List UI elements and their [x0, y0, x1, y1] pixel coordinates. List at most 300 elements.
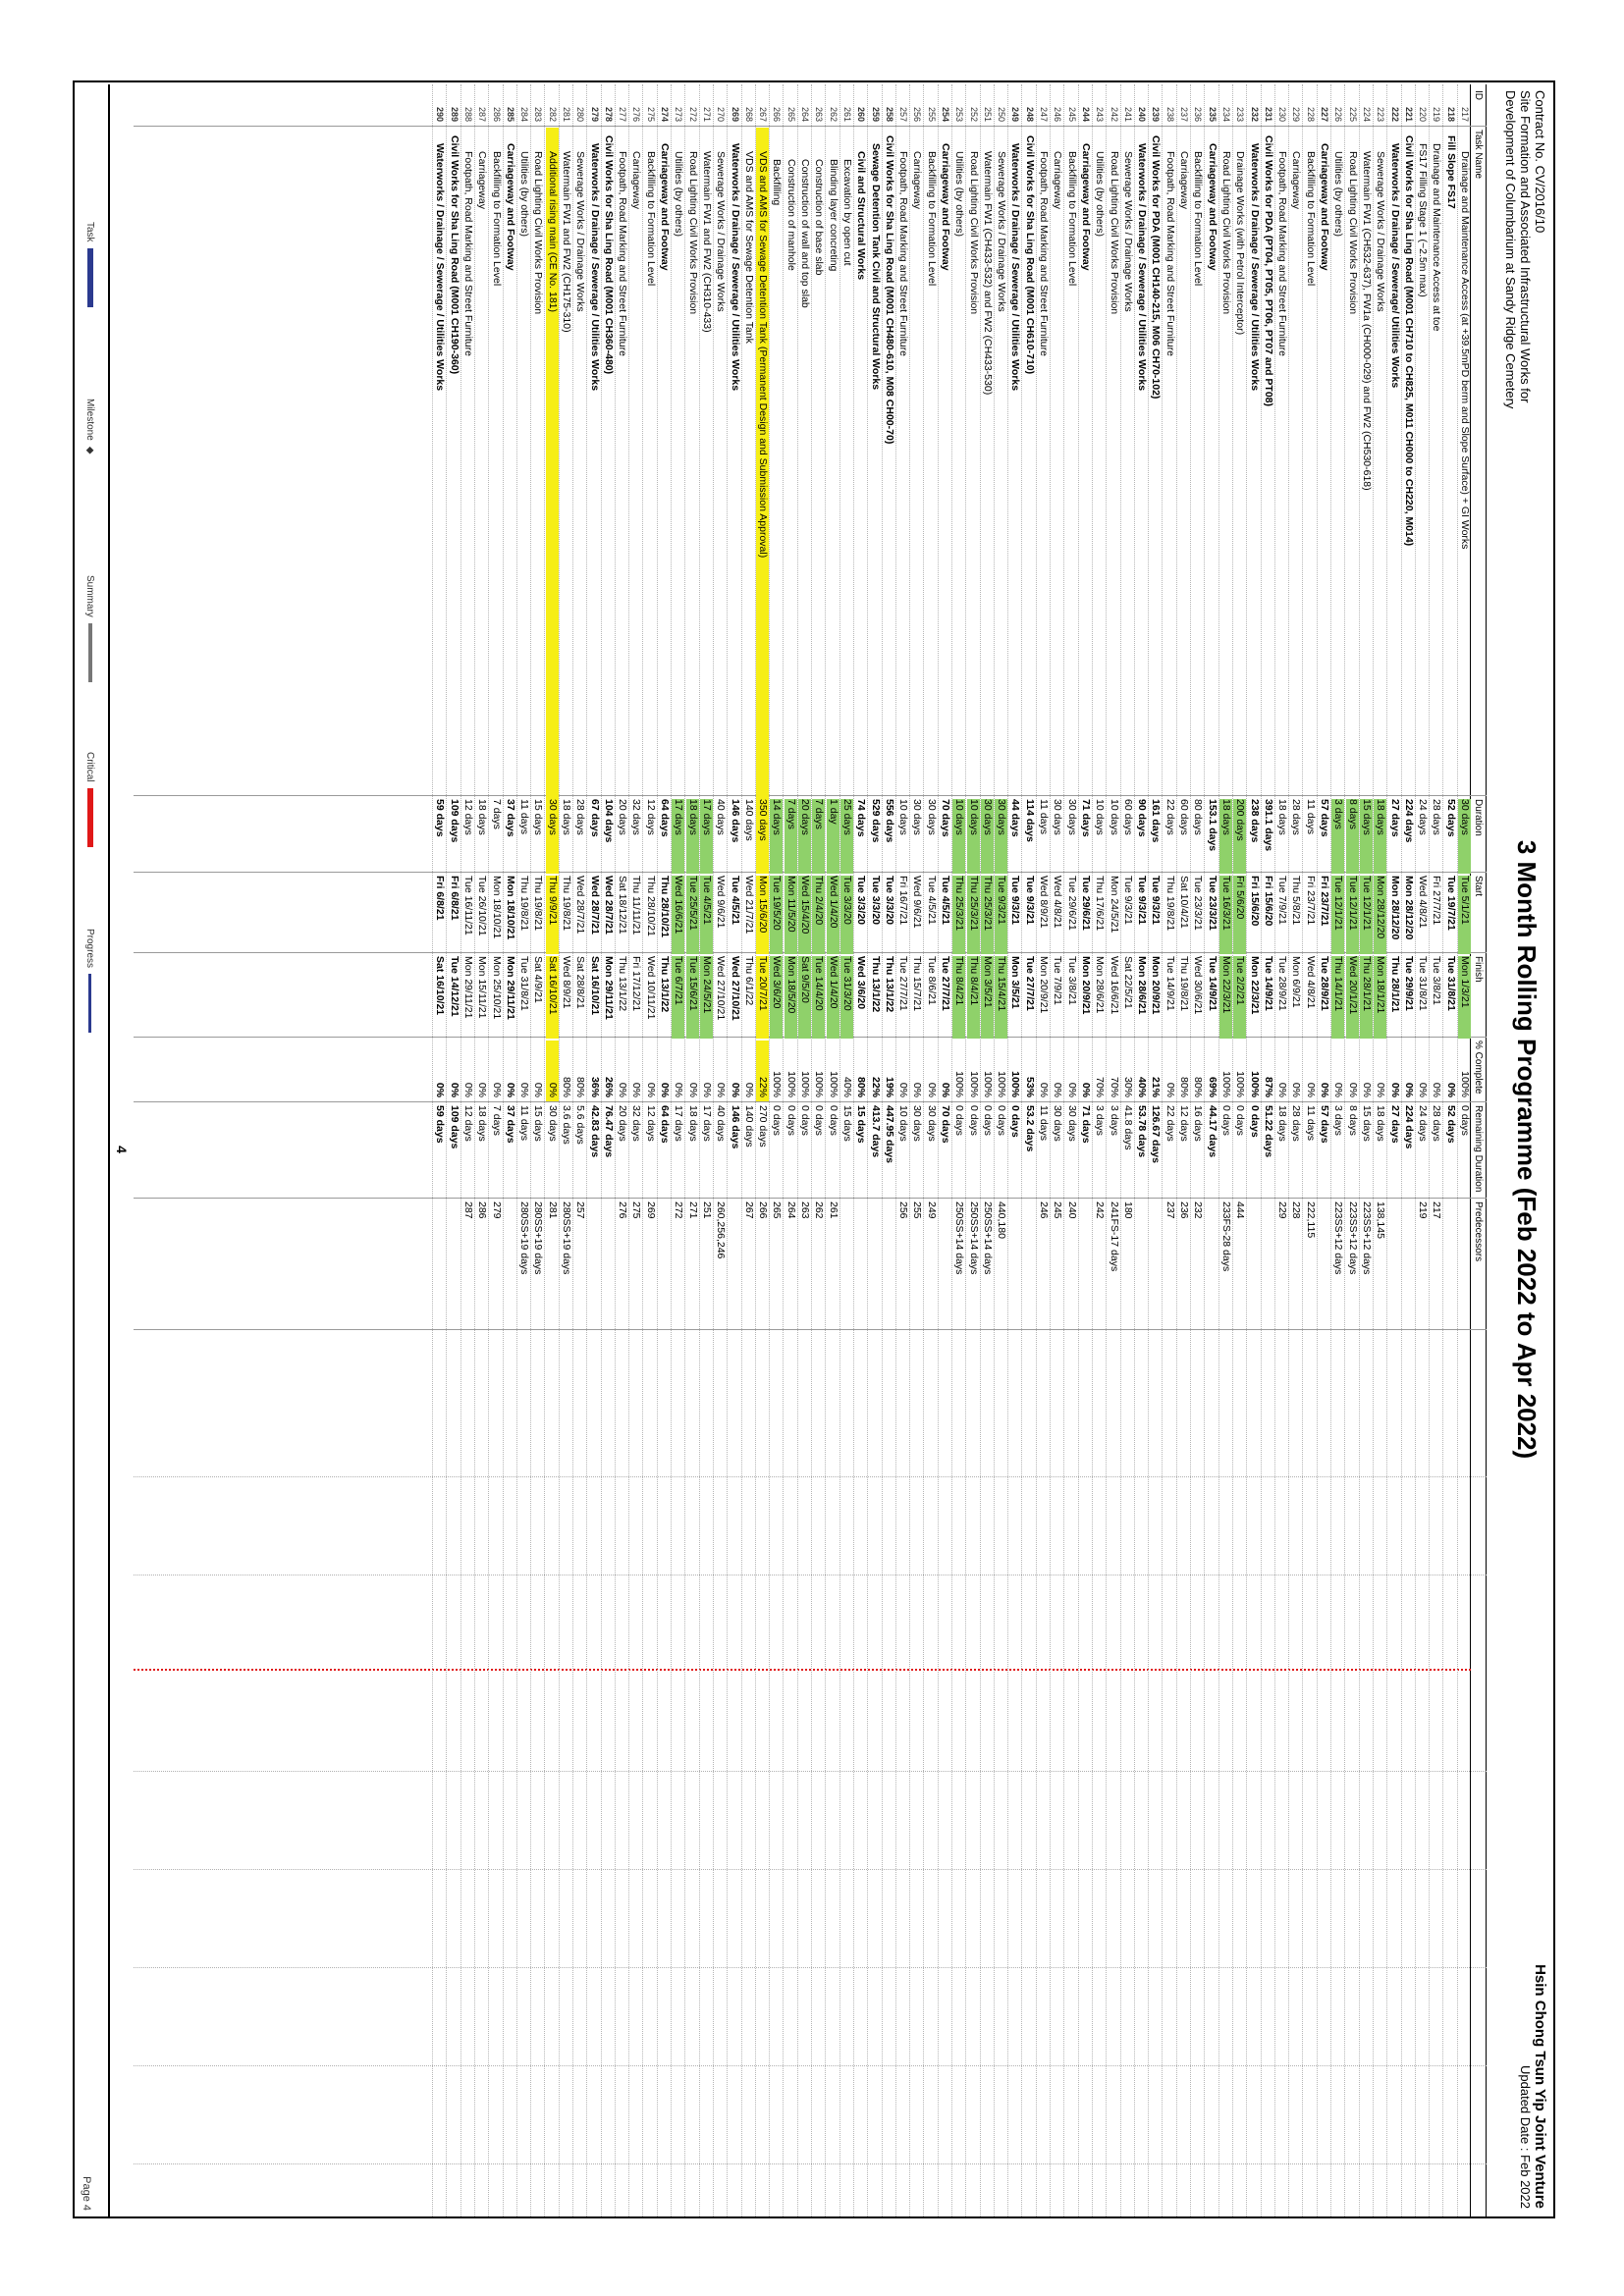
task-start: Tue 3/3/20 [869, 876, 882, 925]
task-remaining-duration: 11 days [1304, 1105, 1317, 1141]
task-duration: 67 days [588, 799, 601, 837]
task-predecessors: 241FS-17 days [1108, 1201, 1120, 1272]
task-remaining-duration: 22 days [1164, 1105, 1176, 1142]
task-duration: 28 days [574, 799, 587, 835]
task-predecessors [869, 1201, 882, 1329]
task-predecessors [658, 1201, 671, 1329]
task-percent-complete: 0% [686, 1082, 699, 1097]
task-duration: 238 days [1248, 799, 1261, 843]
task-id: 222 [1389, 106, 1400, 122]
task-percent-complete: 100% [996, 1071, 1008, 1097]
task-percent-complete: 0% [1276, 1082, 1289, 1097]
task-predecessors: 265 [771, 1201, 784, 1219]
task-remaining-duration: 0 days [1459, 1105, 1471, 1136]
task-name: Watermain FW1 and FW2 (CH175-310) [561, 151, 572, 333]
task-remaining-duration: 3 days [1332, 1105, 1345, 1136]
task-predecessors: 223SS+12 days [1332, 1201, 1345, 1275]
task-name: Utilities (by others) [518, 151, 531, 237]
task-name: Fill Slope FS17 [1444, 135, 1457, 209]
table-row [769, 84, 783, 2216]
task-finish: Mon 25/10/21 [490, 956, 503, 1020]
task-finish: Tue 28/9/21 [1319, 956, 1331, 1011]
task-start: Tue 9/3/21 [1136, 876, 1149, 925]
task-name: Carriageway and Footway [940, 143, 952, 271]
task-name: Carriageway [911, 151, 924, 209]
task-id: 254 [941, 106, 951, 122]
task-name: Backfilling to Formation Level [1192, 151, 1205, 287]
legend-task-bar [87, 248, 93, 307]
task-remaining-duration: 3 days [1094, 1105, 1107, 1136]
task-predecessors [504, 1201, 516, 1329]
task-duration: 350 days [756, 799, 769, 874]
task-name: Footpath, Road Marking and Street Furniture [1276, 151, 1289, 356]
task-remaining-duration: 15 days [532, 1105, 545, 1142]
task-name: Road Lighting Civil Works Provision [1108, 151, 1120, 315]
task-start: Wed 21/7/21 [742, 876, 755, 934]
task-start: Thu 19/8/21 [532, 876, 545, 932]
task-remaining-duration: 11 days [518, 1105, 531, 1141]
task-id: 240 [1137, 106, 1148, 122]
col-task-name: Task Name [1473, 130, 1484, 180]
task-percent-complete: 100% [785, 1071, 797, 1097]
task-finish: Sat 16/10/21 [434, 956, 447, 1016]
task-percent-complete: 0% [1417, 1082, 1430, 1097]
task-finish: Sat 9/5/20 [798, 956, 811, 1039]
task-predecessors [1318, 1201, 1330, 1329]
task-predecessors [588, 1201, 601, 1329]
task-remaining-duration: 0 days [953, 1105, 966, 1136]
task-start: Mon 28/12/20 [1374, 876, 1386, 954]
task-name: Civil Works for Sha Ling Road (M001 CH710 to CH825, M011 CH000 to CH220, M014) [1402, 135, 1415, 547]
task-id: 263 [814, 106, 825, 122]
task-finish: Thu 13/1/22 [617, 956, 629, 1012]
table-row [1457, 84, 1471, 2216]
task-start: Tue 9/3/21 [995, 876, 1007, 954]
task-remaining-duration: 447.95 days [883, 1105, 895, 1163]
task-finish: Tue 2/2/21 [1233, 956, 1246, 1039]
task-predecessors: 271 [686, 1201, 699, 1219]
legend-progress [84, 929, 96, 1033]
task-predecessors: 233FS-28 days [1219, 1201, 1232, 1272]
task-percent-complete: 0% [1332, 1082, 1345, 1097]
project-line-2: Development of Columbarium at Sandy Ridge Cemetery [1503, 90, 1518, 409]
task-duration: 70 days [940, 799, 952, 837]
task-remaining-duration: 0 days [827, 1105, 839, 1136]
task-id: 233 [1235, 106, 1246, 122]
table-row [909, 84, 923, 2216]
task-percent-complete: 100% [771, 1071, 784, 1097]
table-row [1176, 84, 1190, 2216]
task-finish: Mon 15/11/21 [476, 956, 489, 1019]
task-name: Carriageway and Footway [504, 143, 516, 271]
task-percent-complete: 0% [518, 1082, 531, 1097]
task-id: 282 [547, 106, 558, 122]
task-finish: Mon 3/5/21 [981, 956, 994, 1039]
task-start: Thu 25/3/21 [981, 876, 994, 954]
task-duration: 24 days [1417, 799, 1430, 835]
task-percent-complete: 0% [715, 1082, 728, 1097]
task-remaining-duration: 8 days [1346, 1105, 1359, 1136]
task-finish: Thu 15/4/21 [995, 956, 1007, 1039]
table-row [994, 84, 1007, 2216]
table-row [1120, 84, 1134, 2216]
task-finish: Thu 13/1/22 [869, 956, 882, 1013]
task-name: Road Lighting Civil Works Provision [967, 151, 980, 315]
task-predecessors: 250SS+14 days [967, 1201, 980, 1275]
task-predecessors [1444, 1201, 1457, 1329]
task-predecessors: 261 [827, 1201, 839, 1219]
task-predecessors: 266 [757, 1201, 770, 1219]
task-percent-complete: 0% [742, 1082, 755, 1097]
task-percent-complete: 0% [1402, 1082, 1415, 1097]
task-finish: Thu 28/1/21 [1360, 956, 1373, 1039]
task-percent-complete: 0% [729, 1082, 741, 1097]
task-predecessors: 280SS+19 days [518, 1201, 531, 1275]
task-finish: Mon 18/1/21 [1374, 956, 1386, 1039]
task-id: 250 [997, 106, 1007, 122]
task-percent-complete: 100% [1248, 1071, 1261, 1097]
task-finish: Thu 14/1/21 [1331, 956, 1344, 1039]
task-id: 252 [968, 106, 979, 122]
task-percent-complete: 0% [617, 1082, 629, 1097]
task-remaining-duration: 30 days [911, 1105, 924, 1142]
task-start: Wed 28/7/21 [574, 876, 587, 934]
task-name: Utilities (by others) [1332, 151, 1345, 237]
table-row [1078, 84, 1092, 2216]
task-remaining-duration: 53.2 days [1023, 1105, 1036, 1152]
task-start: Tue 3/3/20 [840, 876, 853, 954]
task-id: 243 [1095, 106, 1106, 122]
task-start: Tue 9/3/21 [1150, 876, 1163, 925]
task-duration: 30 days [995, 799, 1007, 874]
task-name: Carriageway and Footway [1206, 143, 1218, 271]
task-name: Carriageway [1290, 151, 1303, 209]
task-name: Footpath, Road Marking and Street Furniture [1164, 151, 1176, 356]
task-remaining-duration: 30 days [1065, 1105, 1078, 1142]
task-name: Civil Works for Sha Ling Road (M001 CH610-710) [1023, 135, 1036, 375]
table-row [1134, 84, 1148, 2216]
task-percent-complete: 87% [1262, 1076, 1274, 1097]
task-id: 257 [898, 106, 909, 122]
task-start: Fri 23/7/21 [1304, 876, 1317, 926]
task-start: Thu 25/3/21 [967, 876, 980, 954]
task-percent-complete: 100% [827, 1071, 839, 1097]
task-duration: 12 days [644, 799, 657, 835]
task-name: Backfilling to Formation Level [1304, 151, 1317, 287]
table-row [1344, 84, 1358, 2216]
task-name: Sewerage Works / Drainage Works [715, 151, 728, 312]
task-name: Carriageway [1052, 151, 1064, 209]
task-id: 281 [562, 106, 571, 122]
task-percent-complete: 100% [1219, 1071, 1232, 1097]
task-remaining-duration: 7 days [490, 1105, 503, 1136]
legend [73, 84, 110, 2216]
task-start: Tue 4/5/21 [925, 876, 938, 925]
task-id: 261 [841, 106, 852, 122]
task-predecessors [1009, 1201, 1022, 1329]
task-duration: 30 days [911, 799, 924, 835]
table-row [586, 84, 600, 2216]
task-id: 284 [519, 106, 530, 122]
table-row [1429, 84, 1442, 2216]
task-finish: Mon 18/5/20 [785, 956, 797, 1039]
task-percent-complete: 80% [561, 1076, 572, 1097]
task-finish: Thu 13/1/22 [659, 956, 672, 1013]
task-predecessors: 229 [1276, 1201, 1289, 1219]
task-duration: 15 days [532, 799, 545, 835]
task-duration: 11 days [1038, 799, 1051, 834]
table-row [839, 84, 853, 2216]
task-finish: Tue 29/9/21 [1402, 956, 1415, 1011]
table-row [1063, 84, 1077, 2216]
task-finish: Wed 4/8/21 [1304, 956, 1317, 1009]
task-finish: Sat 16/10/21 [546, 956, 559, 1039]
task-percent-complete: 70% [1108, 1076, 1120, 1097]
task-finish: Tue 15/6/21 [686, 956, 699, 1039]
task-name: Construction of wall and top slab [799, 159, 812, 308]
table-row [1442, 84, 1456, 2216]
table-row [628, 84, 642, 2216]
task-start: Fri 15/6/20 [1262, 876, 1274, 927]
task-duration: 391.1 days [1262, 799, 1274, 852]
task-predecessors: 279 [490, 1201, 503, 1219]
task-id: 283 [533, 106, 544, 122]
sheet-frame [73, 80, 1555, 2218]
task-id: 260 [856, 106, 867, 122]
task-name: Sewage Detention Tank Civil and Structural Works [869, 143, 882, 391]
task-start: Wed 4/8/21 [1052, 876, 1064, 929]
task-percent-complete: 100% [953, 1071, 966, 1097]
task-start: Wed 28/7/21 [602, 876, 615, 934]
task-percent-complete: 0% [911, 1082, 924, 1097]
task-start: Tue 12/1/21 [1346, 876, 1359, 954]
task-percent-complete: 0% [1375, 1082, 1387, 1097]
table-row [1092, 84, 1106, 2216]
table-row [699, 84, 713, 2216]
table-row [1218, 84, 1232, 2216]
table-row [951, 84, 965, 2216]
task-finish: Mon 22/3/21 [1248, 956, 1261, 1015]
task-percent-complete: 0% [644, 1082, 657, 1097]
task-finish: Wed 1/4/20 [827, 956, 839, 1039]
task-percent-complete: 0% [490, 1082, 503, 1097]
task-percent-complete: 0% [448, 1082, 460, 1097]
table-row [727, 84, 740, 2216]
company-name: Hsin Chong Tsun Yip Joint Venture [1532, 1964, 1548, 2209]
task-percent-complete: 100% [1459, 1071, 1471, 1097]
task-start: Tue 9/3/21 [1009, 876, 1022, 925]
task-percent-complete: 0% [940, 1082, 952, 1097]
task-predecessors [729, 1201, 741, 1329]
task-finish: Mon 3/5/21 [1009, 956, 1022, 1009]
task-duration: 7 days [490, 799, 503, 829]
task-start: Fri 16/7/21 [897, 876, 910, 926]
task-id: 253 [954, 106, 965, 122]
task-finish: Mon 24/5/21 [700, 956, 713, 1039]
task-finish: Thu 8/4/21 [967, 956, 980, 1039]
task-start: Mon 18/10/21 [490, 876, 503, 939]
task-remaining-duration: 109 days [448, 1105, 460, 1149]
task-duration: 161 days [1150, 799, 1163, 843]
task-name: Waterworks / Drainage / Sewerage / Utilities Works [434, 143, 447, 392]
task-remaining-duration: 0 days [996, 1105, 1008, 1136]
task-name: Carriageway and Footway [1319, 143, 1331, 271]
milestone-diamond-icon: ◆ [84, 446, 96, 454]
task-predecessors [1248, 1201, 1261, 1329]
task-duration: 60 days [1121, 799, 1134, 835]
task-start: Tue 4/5/21 [940, 876, 952, 925]
task-percent-complete: 0% [630, 1082, 643, 1097]
task-name: Road Lighting Civil Works Provision [686, 151, 699, 315]
task-start: Tue 25/5/21 [686, 876, 699, 954]
task-remaining-duration: 0 days [1219, 1105, 1232, 1136]
task-finish: Thu 13/1/22 [883, 956, 895, 1013]
task-finish: Tue 14/12/21 [448, 956, 460, 1017]
task-name: Watermain FW1 and FW2 (CH310-433) [700, 151, 713, 333]
task-start: Mon 24/5/21 [1108, 876, 1120, 934]
table-row [1022, 84, 1036, 2216]
task-remaining-duration: 24 days [1417, 1105, 1430, 1142]
task-predecessors [854, 1201, 867, 1329]
task-id: 235 [1207, 106, 1218, 122]
task-finish: Wed 27/10/21 [715, 956, 728, 1021]
task-name: Waterworks / Drainage / Sewerage / Utilities Works [1248, 143, 1261, 392]
task-predecessors: 269 [644, 1201, 657, 1219]
task-predecessors [433, 1201, 446, 1329]
task-duration: 30 days [925, 799, 938, 835]
task-duration: 140 days [742, 799, 755, 841]
table-row [797, 84, 811, 2216]
task-percent-complete: 0% [1079, 1082, 1092, 1097]
legend-critical-label: Critical [84, 752, 96, 782]
task-percent-complete: 69% [1206, 1076, 1218, 1097]
task-start: Thu 25/3/21 [952, 876, 965, 954]
task-duration: 40 days [715, 799, 728, 835]
task-remaining-duration: 27 days [1388, 1105, 1401, 1144]
task-id: 231 [1263, 106, 1273, 122]
task-start: Tue 3/3/20 [855, 876, 868, 925]
task-id: 256 [912, 106, 923, 122]
task-id: 236 [1193, 106, 1204, 122]
task-start: Tue 12/1/21 [1331, 876, 1344, 954]
task-predecessors: 275 [630, 1201, 643, 1219]
task-start: Sat 18/12/21 [617, 876, 629, 934]
task-id: 267 [758, 106, 769, 122]
table-row [1386, 84, 1400, 2216]
task-name: Carriageway [630, 151, 643, 209]
task-duration: 18 days [686, 799, 699, 874]
legend-progress-label: Progress [84, 929, 96, 969]
task-duration: 18 days [1276, 799, 1289, 835]
table-row [488, 84, 502, 2216]
task-remaining-duration: 0 days [1234, 1105, 1247, 1136]
task-predecessors: 276 [617, 1201, 629, 1219]
task-id: 229 [1291, 106, 1302, 122]
task-remaining-duration: 0 days [1248, 1105, 1261, 1138]
task-percent-complete: 0% [476, 1082, 489, 1097]
task-percent-complete: 0% [546, 1041, 559, 1101]
task-start: Thu 19/8/21 [1164, 876, 1176, 932]
task-remaining-duration: 0 days [771, 1105, 784, 1136]
table-row [572, 84, 586, 2216]
task-name: Civil Works for PDA (PT04, PT05, PT06, PT07 and PT08) [1262, 135, 1274, 406]
task-id: 259 [870, 106, 881, 122]
task-predecessors: 240 [1065, 1201, 1078, 1219]
task-predecessors: 245 [1052, 1201, 1064, 1219]
task-name: Civil Works for PDA (M001 CH140-215, M06 CH70-102) [1150, 135, 1163, 400]
task-duration: 17 days [700, 799, 713, 874]
legend-progress-bar [89, 974, 92, 1033]
task-finish: Wed 27/10/21 [729, 956, 741, 1021]
task-duration: 109 days [448, 799, 460, 843]
task-predecessors: 281 [546, 1201, 559, 1219]
task-name: Carriageway and Footway [659, 143, 672, 271]
task-start: Thu 2/4/20 [812, 876, 825, 954]
task-finish: Sat 16/10/21 [588, 956, 601, 1016]
table-row [923, 84, 937, 2216]
task-start: Thu 19/8/21 [561, 876, 572, 932]
task-duration: 146 days [729, 799, 741, 843]
table-row [460, 84, 474, 2216]
task-predecessors: 249 [925, 1201, 938, 1219]
task-finish: Sat 4/9/21 [532, 956, 545, 1003]
task-duration: 556 days [883, 799, 895, 843]
task-finish: Thu 6/1/22 [742, 956, 755, 1006]
task-predecessors: 267 [742, 1201, 755, 1219]
task-remaining-duration: 0 days [967, 1105, 980, 1136]
table-row [544, 84, 558, 2216]
task-id: 276 [631, 106, 642, 122]
table-row [1106, 84, 1119, 2216]
task-finish: Tue 31/8/21 [1417, 956, 1430, 1011]
table-row [811, 84, 825, 2216]
task-remaining-duration: 18 days [476, 1105, 489, 1142]
task-finish: Wed 20/1/21 [1346, 956, 1359, 1039]
task-predecessors: 262 [813, 1201, 826, 1219]
task-percent-complete: 80% [1192, 1076, 1205, 1097]
table-row [895, 84, 909, 2216]
task-remaining-duration: 15 days [840, 1105, 853, 1142]
task-duration: 60 days [1178, 799, 1191, 835]
task-finish: Tue 27/7/21 [940, 956, 952, 1011]
task-duration: 114 days [1023, 799, 1036, 842]
task-name: Sewerage Works / Drainage Works [996, 151, 1008, 312]
task-predecessors: 260,256,246 [715, 1201, 728, 1259]
task-remaining-duration: 140 days [742, 1105, 755, 1148]
table-row [503, 84, 516, 2216]
task-remaining-duration: 0 days [1009, 1105, 1022, 1138]
table-row [642, 84, 656, 2216]
task-duration: 11 days [1304, 799, 1317, 834]
task-duration: 44 days [1009, 799, 1022, 837]
task-finish: Wed 8/9/21 [561, 956, 572, 1009]
task-id: 286 [491, 106, 502, 122]
task-percent-complete: 22% [869, 1076, 882, 1097]
task-duration: 20 days [617, 799, 629, 835]
task-duration: 10 days [1094, 799, 1107, 835]
task-name: Drainage and Maintenance Access at toe [1431, 143, 1443, 332]
table-row [755, 84, 769, 2216]
task-start: Tue 19/7/21 [1444, 876, 1457, 931]
task-percent-complete: 36% [588, 1076, 601, 1097]
task-percent-complete: 0% [700, 1082, 713, 1097]
task-finish: Fri 17/12/21 [630, 956, 643, 1012]
task-duration: 15 days [1360, 799, 1373, 874]
task-predecessors [448, 1201, 460, 1329]
task-finish: Tue 8/6/21 [925, 956, 938, 1005]
task-remaining-duration: 0 days [799, 1105, 812, 1136]
task-remaining-duration: 270 days [757, 1105, 770, 1148]
